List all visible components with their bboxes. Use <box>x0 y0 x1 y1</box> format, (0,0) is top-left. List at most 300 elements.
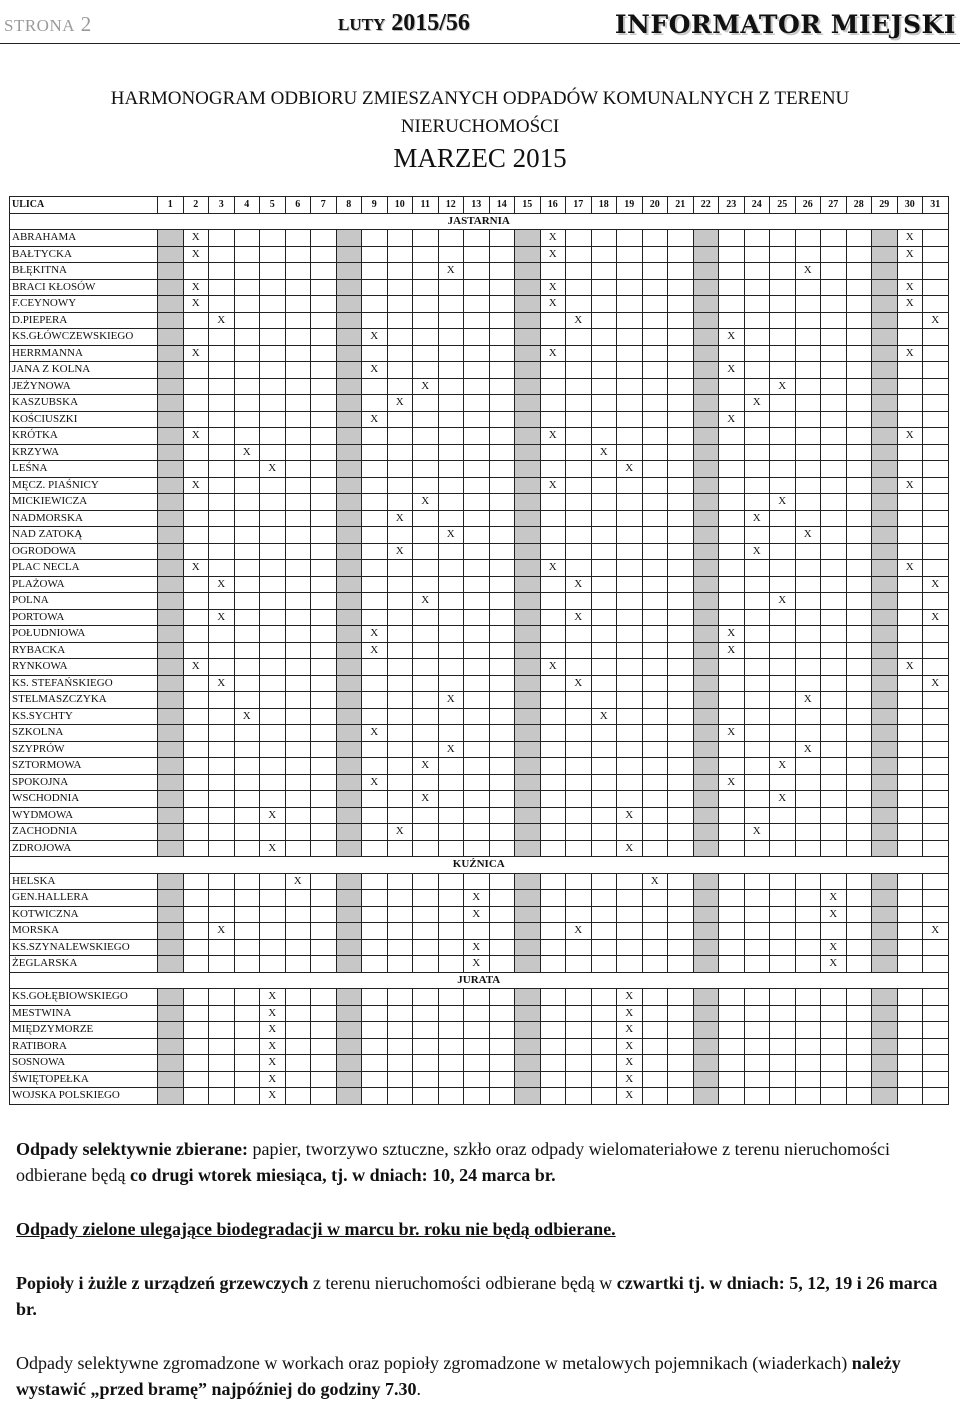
day-cell <box>923 477 949 494</box>
day-cell <box>209 494 235 511</box>
pickup-mark: X <box>617 1055 643 1072</box>
day-cell <box>285 345 311 362</box>
day-cell <box>540 510 566 527</box>
day-cell <box>923 725 949 742</box>
day-cell <box>260 477 286 494</box>
day-cell <box>668 461 694 478</box>
day-cell <box>387 230 413 247</box>
day-cell <box>515 1022 541 1039</box>
day-cell <box>540 378 566 395</box>
day-cell <box>209 659 235 676</box>
day-cell <box>846 1038 872 1055</box>
day-cell <box>923 989 949 1006</box>
street-name: KS.SYCHTY <box>10 708 158 725</box>
day-cell <box>438 510 464 527</box>
street-name: KS. STEFAŃSKIEGO <box>10 675 158 692</box>
day-cell <box>770 362 796 379</box>
day-cell <box>540 741 566 758</box>
day-cell <box>336 1055 362 1072</box>
day-cell <box>158 263 184 280</box>
day-cell <box>438 906 464 923</box>
table-row <box>10 428 949 445</box>
day-cell <box>846 675 872 692</box>
day-cell <box>846 560 872 577</box>
day-cell <box>285 444 311 461</box>
day-cell <box>540 824 566 841</box>
day-cell <box>285 411 311 428</box>
day-cell <box>336 642 362 659</box>
day-cell <box>183 444 209 461</box>
day-cell <box>693 741 719 758</box>
day-cell <box>285 989 311 1006</box>
day-cell <box>209 791 235 808</box>
pickup-mark: X <box>183 246 209 263</box>
day-cell <box>897 906 923 923</box>
day-cell <box>183 725 209 742</box>
day-cell <box>158 593 184 610</box>
day-cell <box>285 543 311 560</box>
day-cell <box>540 1005 566 1022</box>
day-cell <box>158 279 184 296</box>
day-cell <box>821 593 847 610</box>
day-cell <box>285 609 311 626</box>
day-cell <box>566 873 592 890</box>
day-cell <box>744 791 770 808</box>
day-cell <box>668 1055 694 1072</box>
day-cell <box>591 1005 617 1022</box>
day-cell <box>821 345 847 362</box>
pickup-mark: X <box>183 345 209 362</box>
day-cell <box>387 989 413 1006</box>
day-cell <box>183 774 209 791</box>
day-cell <box>489 807 515 824</box>
pickup-mark: X <box>795 692 821 709</box>
day-cell <box>209 692 235 709</box>
day-cell <box>744 774 770 791</box>
day-cell <box>489 279 515 296</box>
day-cell <box>489 840 515 857</box>
street-name: WYDMOWA <box>10 807 158 824</box>
day-cell <box>362 593 388 610</box>
day-cell <box>311 675 337 692</box>
day-cell <box>846 725 872 742</box>
day-cell <box>515 428 541 445</box>
day-cell <box>311 1071 337 1088</box>
day-cell <box>311 1005 337 1022</box>
pickup-mark: X <box>719 329 745 346</box>
table-row <box>10 362 949 379</box>
pickup-mark: X <box>234 444 260 461</box>
day-cell <box>489 906 515 923</box>
day-cell <box>158 329 184 346</box>
day-cell <box>489 428 515 445</box>
table-row <box>10 642 949 659</box>
day-cell <box>158 758 184 775</box>
street-name: SOSNOWA <box>10 1055 158 1072</box>
day-cell <box>923 494 949 511</box>
day-cell <box>489 329 515 346</box>
day-cell <box>387 1055 413 1072</box>
day-cell <box>770 609 796 626</box>
day-cell <box>744 477 770 494</box>
day-cell <box>260 428 286 445</box>
day-cell <box>693 345 719 362</box>
day-cell <box>158 362 184 379</box>
day-cell <box>693 510 719 527</box>
day-cell <box>897 543 923 560</box>
day-cell <box>285 263 311 280</box>
day-cell <box>362 527 388 544</box>
day-cell <box>362 461 388 478</box>
day-cell <box>668 642 694 659</box>
day-cell <box>158 378 184 395</box>
day-cell <box>515 263 541 280</box>
day-cell <box>387 593 413 610</box>
day-cell <box>872 675 898 692</box>
day-cell <box>489 873 515 890</box>
day-cell <box>413 428 439 445</box>
day-cell <box>770 477 796 494</box>
day-cell <box>362 444 388 461</box>
street-name: PLAC NECLA <box>10 560 158 577</box>
day-cell <box>158 873 184 890</box>
day-cell <box>617 675 643 692</box>
day-cell <box>387 345 413 362</box>
day-cell <box>846 1055 872 1072</box>
day-cell <box>566 362 592 379</box>
pickup-mark: X <box>566 923 592 940</box>
street-name: JEŻYNOWA <box>10 378 158 395</box>
day-cell <box>617 246 643 263</box>
day-cell <box>515 477 541 494</box>
day-cell <box>260 708 286 725</box>
day-cell <box>846 956 872 973</box>
day-cell <box>872 593 898 610</box>
day-cell <box>234 659 260 676</box>
day-cell <box>566 791 592 808</box>
table-row <box>10 824 949 841</box>
day-cell <box>515 279 541 296</box>
day-cell <box>846 263 872 280</box>
day-header: 15 <box>515 197 541 214</box>
day-cell <box>311 1038 337 1055</box>
day-cell <box>897 1088 923 1105</box>
day-cell <box>234 593 260 610</box>
day-cell <box>668 345 694 362</box>
day-cell <box>336 939 362 956</box>
day-cell <box>311 758 337 775</box>
day-cell <box>183 741 209 758</box>
day-cell <box>719 510 745 527</box>
day-cell <box>489 263 515 280</box>
day-cell <box>489 1055 515 1072</box>
day-cell <box>668 279 694 296</box>
day-cell <box>260 329 286 346</box>
day-cell <box>260 510 286 527</box>
day-cell <box>719 1038 745 1055</box>
day-cell <box>362 708 388 725</box>
day-cell <box>336 378 362 395</box>
day-cell <box>464 807 490 824</box>
day-cell <box>846 989 872 1006</box>
day-cell <box>285 1088 311 1105</box>
day-cell <box>693 873 719 890</box>
day-cell <box>642 659 668 676</box>
day-cell <box>642 362 668 379</box>
day-cell <box>209 1038 235 1055</box>
day-cell <box>489 1088 515 1105</box>
day-cell <box>821 840 847 857</box>
day-cell <box>591 659 617 676</box>
pickup-mark: X <box>566 312 592 329</box>
day-cell <box>770 279 796 296</box>
day-header: 7 <box>311 197 337 214</box>
street-name: SZKOLNA <box>10 725 158 742</box>
day-cell <box>872 312 898 329</box>
day-cell <box>540 989 566 1006</box>
day-cell <box>795 626 821 643</box>
street-column-header: ULICA <box>10 197 158 214</box>
day-cell <box>540 642 566 659</box>
day-cell <box>183 675 209 692</box>
day-cell <box>362 807 388 824</box>
day-header: 14 <box>489 197 515 214</box>
day-cell <box>362 428 388 445</box>
day-cell <box>897 626 923 643</box>
day-cell <box>770 741 796 758</box>
pickup-mark: X <box>413 758 439 775</box>
day-cell <box>846 345 872 362</box>
day-cell <box>719 675 745 692</box>
day-cell <box>183 1038 209 1055</box>
day-cell <box>770 873 796 890</box>
day-cell <box>591 774 617 791</box>
day-cell <box>489 692 515 709</box>
table-row <box>10 609 949 626</box>
day-cell <box>438 708 464 725</box>
day-cell <box>795 642 821 659</box>
day-cell <box>183 329 209 346</box>
day-cell <box>591 477 617 494</box>
street-name: SZTORMOWA <box>10 758 158 775</box>
day-cell <box>285 560 311 577</box>
day-cell <box>285 1055 311 1072</box>
day-cell <box>234 510 260 527</box>
day-cell <box>362 741 388 758</box>
pickup-mark: X <box>438 692 464 709</box>
day-cell <box>821 1022 847 1039</box>
day-header: 27 <box>821 197 847 214</box>
day-cell <box>846 494 872 511</box>
day-cell <box>591 411 617 428</box>
day-cell <box>260 395 286 412</box>
day-cell <box>642 626 668 643</box>
day-cell <box>923 626 949 643</box>
day-cell <box>770 824 796 841</box>
pickup-mark: X <box>260 1055 286 1072</box>
day-cell <box>464 923 490 940</box>
day-cell <box>566 741 592 758</box>
day-cell <box>515 923 541 940</box>
day-cell <box>642 543 668 560</box>
pickup-mark: X <box>540 477 566 494</box>
day-cell <box>311 824 337 841</box>
day-cell <box>821 576 847 593</box>
day-cell <box>438 659 464 676</box>
day-cell <box>821 659 847 676</box>
day-cell <box>719 263 745 280</box>
day-cell <box>872 725 898 742</box>
day-cell <box>540 774 566 791</box>
day-cell <box>668 807 694 824</box>
day-cell <box>846 791 872 808</box>
day-cell <box>413 956 439 973</box>
day-cell <box>158 807 184 824</box>
pickup-mark: X <box>770 758 796 775</box>
day-cell <box>923 708 949 725</box>
day-cell <box>234 840 260 857</box>
day-cell <box>209 956 235 973</box>
day-cell <box>362 378 388 395</box>
day-cell <box>387 444 413 461</box>
day-header: 1 <box>158 197 184 214</box>
pickup-mark: X <box>260 989 286 1006</box>
day-cell <box>923 1038 949 1055</box>
day-cell <box>744 642 770 659</box>
day-cell <box>795 956 821 973</box>
day-cell <box>540 725 566 742</box>
day-cell <box>413 543 439 560</box>
table-row <box>10 840 949 857</box>
day-cell <box>923 411 949 428</box>
table-row <box>10 1088 949 1105</box>
day-cell <box>464 263 490 280</box>
pickup-mark: X <box>183 428 209 445</box>
pickup-mark: X <box>183 296 209 313</box>
pickup-mark: X <box>566 576 592 593</box>
day-cell <box>642 296 668 313</box>
day-cell <box>846 444 872 461</box>
day-cell <box>744 345 770 362</box>
day-cell <box>744 1005 770 1022</box>
day-cell <box>234 230 260 247</box>
day-cell <box>489 411 515 428</box>
day-cell <box>770 543 796 560</box>
day-cell <box>770 626 796 643</box>
day-cell <box>209 840 235 857</box>
day-cell <box>311 873 337 890</box>
day-cell <box>617 494 643 511</box>
day-header: 4 <box>234 197 260 214</box>
day-cell <box>158 774 184 791</box>
day-cell <box>515 527 541 544</box>
pickup-mark: X <box>744 543 770 560</box>
day-cell <box>311 263 337 280</box>
table-row <box>10 758 949 775</box>
day-cell <box>234 824 260 841</box>
day-cell <box>336 362 362 379</box>
day-cell <box>872 791 898 808</box>
day-cell <box>872 1022 898 1039</box>
day-cell <box>719 1088 745 1105</box>
day-cell <box>489 576 515 593</box>
day-cell <box>438 675 464 692</box>
day-cell <box>770 725 796 742</box>
day-cell <box>719 956 745 973</box>
day-cell <box>872 1038 898 1055</box>
day-cell <box>464 774 490 791</box>
day-cell <box>795 1022 821 1039</box>
day-cell <box>591 576 617 593</box>
day-cell <box>285 593 311 610</box>
day-cell <box>336 1088 362 1105</box>
day-cell <box>362 1022 388 1039</box>
day-cell <box>489 923 515 940</box>
day-cell <box>540 758 566 775</box>
day-cell <box>770 296 796 313</box>
day-cell <box>897 824 923 841</box>
day-cell <box>413 824 439 841</box>
day-cell <box>183 890 209 907</box>
day-cell <box>158 923 184 940</box>
day-cell <box>897 527 923 544</box>
day-cell <box>821 230 847 247</box>
day-cell <box>285 741 311 758</box>
day-cell <box>311 230 337 247</box>
day-cell <box>719 560 745 577</box>
day-cell <box>234 758 260 775</box>
day-cell <box>591 263 617 280</box>
day-cell <box>821 1038 847 1055</box>
street-name: WSCHODNIA <box>10 791 158 808</box>
day-cell <box>515 807 541 824</box>
day-cell <box>438 230 464 247</box>
day-cell <box>617 428 643 445</box>
pickup-mark: X <box>897 296 923 313</box>
day-cell <box>846 527 872 544</box>
day-cell <box>413 873 439 890</box>
day-cell <box>387 296 413 313</box>
day-cell <box>464 675 490 692</box>
day-cell <box>285 428 311 445</box>
note-placement: Odpady selektywne zgromadzone w workach oraz popioły zgromadzone w metalowych pojemnikach (wiaderkach) należy wystawić „przed bramę” najpóźniej do godziny 7.30. <box>16 1353 901 1399</box>
day-cell <box>183 956 209 973</box>
day-cell <box>183 378 209 395</box>
day-cell <box>795 659 821 676</box>
day-cell <box>719 824 745 841</box>
day-cell <box>260 543 286 560</box>
day-cell <box>362 824 388 841</box>
section-name: JASTARNIA <box>10 213 949 230</box>
day-cell <box>158 510 184 527</box>
day-cell <box>693 461 719 478</box>
day-cell <box>668 939 694 956</box>
day-cell <box>566 296 592 313</box>
day-cell <box>566 939 592 956</box>
day-cell <box>566 725 592 742</box>
day-cell <box>872 807 898 824</box>
day-cell <box>642 494 668 511</box>
day-cell <box>795 345 821 362</box>
day-cell <box>158 494 184 511</box>
street-name: LEŚNA <box>10 461 158 478</box>
day-cell <box>260 609 286 626</box>
day-cell <box>719 345 745 362</box>
day-cell <box>336 824 362 841</box>
pickup-mark: X <box>387 543 413 560</box>
day-cell <box>668 1038 694 1055</box>
day-cell <box>311 923 337 940</box>
